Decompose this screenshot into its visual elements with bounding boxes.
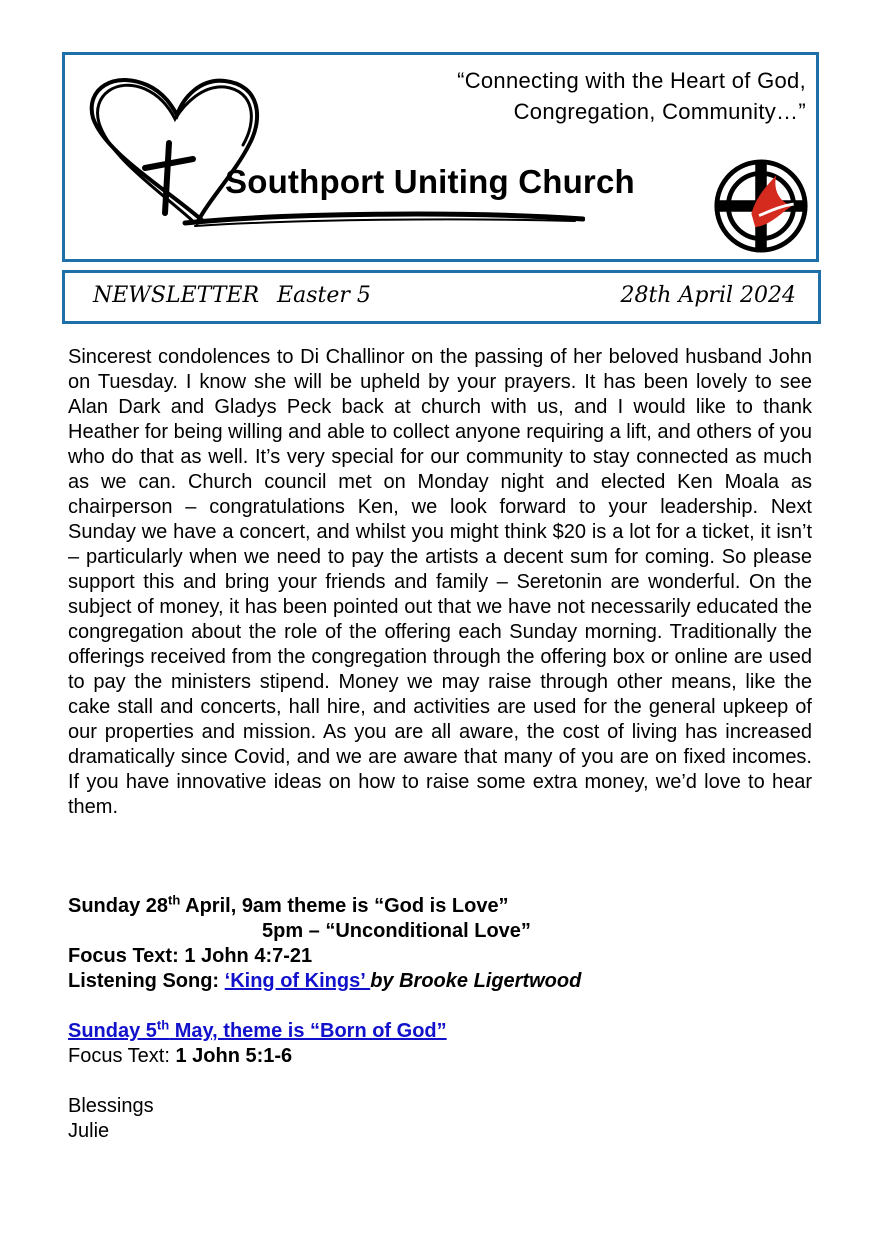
service-1-focus-text [68,944,812,969]
uniting-church-logo-icon [713,158,809,254]
service-2-day-suffix: th [156,1017,170,1033]
service-1-day: Sunday 28 [68,895,169,917]
newsletter-edition [93,283,371,308]
service-1-heading [68,894,812,919]
tagline [306,65,806,127]
focus-text-value: 1 John 5:1-6 [175,1045,293,1067]
listening-song-label: Listening Song: [68,970,225,992]
focus-text-label: Focus Text: [68,1045,176,1067]
service-1-theme: April, 9am theme is “God is Love” [180,895,509,917]
service-1-day-suffix: th [168,892,181,908]
song-title-link[interactable]: ‘King of Kings’ [224,970,371,992]
service-2-theme: May, theme is “Born of God” [169,1020,447,1042]
services-section [68,894,812,1144]
newsletter-date: 28th April 2024 [620,283,796,308]
service-2-heading-link[interactable] [68,1019,812,1044]
masthead [62,52,819,262]
focus-text-value: 1 John 4:7-21 [184,945,313,967]
newsletter-info-bar [62,270,821,324]
service-2-focus-text [68,1044,812,1069]
service-1-listening-song [68,969,812,994]
newsletter-message: Sincerest condolences to Di Challinor on the passing of her beloved husband John on Tuesday. I know she will be upheld by your prayers. It has been lovely to see Alan Dark and Gladys Peck back at church with us, and I would like to thank Heather for being willing and able to collect anyone requiring a lift, and others of you who do that as well. It’s very special for our community to stay connected as much as we can. Church council met on Monday night and elected Ken Moala as chairperson – congratulations Ken, we look forward to your leadership. Next Sunday we have a concert, and whilst you might think $20 is a lot for a ticket, it isn’t – particularly when we need to pay the artists a decent sum for coming. So please support this and bring your friends and family – Seretonin are wonderful. On the subject of money, it has been pointed out that we have not necessarily educated the congregation about the role of the offering each Sunday morning. Traditionally the offerings received from the congregation through the offering box or online are used to pay the ministers stipend. Money we may raise through other means, like the cake stall and concerts, hall hire, and activities are used for the general upkeep of our properties and mission. As you are all aware, the cost of living has increased dramatically since Covid, and we are aware that many of you are on fixed incomes. If you have innovative ideas on how to raise some extra money, we’d love to hear them. [68,346,812,818]
focus-text-label: Focus Text: [68,945,185,967]
signoff-name: Julie [68,1120,110,1142]
newsletter-label: NEWSLETTER [93,283,260,308]
newsletter-week: Easter 5 [277,283,371,308]
signoff-closing: Blessings [68,1095,154,1117]
song-artist: by Brooke Ligertwood [370,970,582,992]
service-2-day: Sunday 5 [68,1020,157,1042]
tagline-line-1: “Connecting with the Heart of God, [457,68,806,93]
service-1-evening: 5pm – “Unconditional Love” [262,920,531,942]
church-name: Southport Uniting Church [225,163,635,200]
tagline-line-2: Congregation, Community…” [513,99,806,124]
